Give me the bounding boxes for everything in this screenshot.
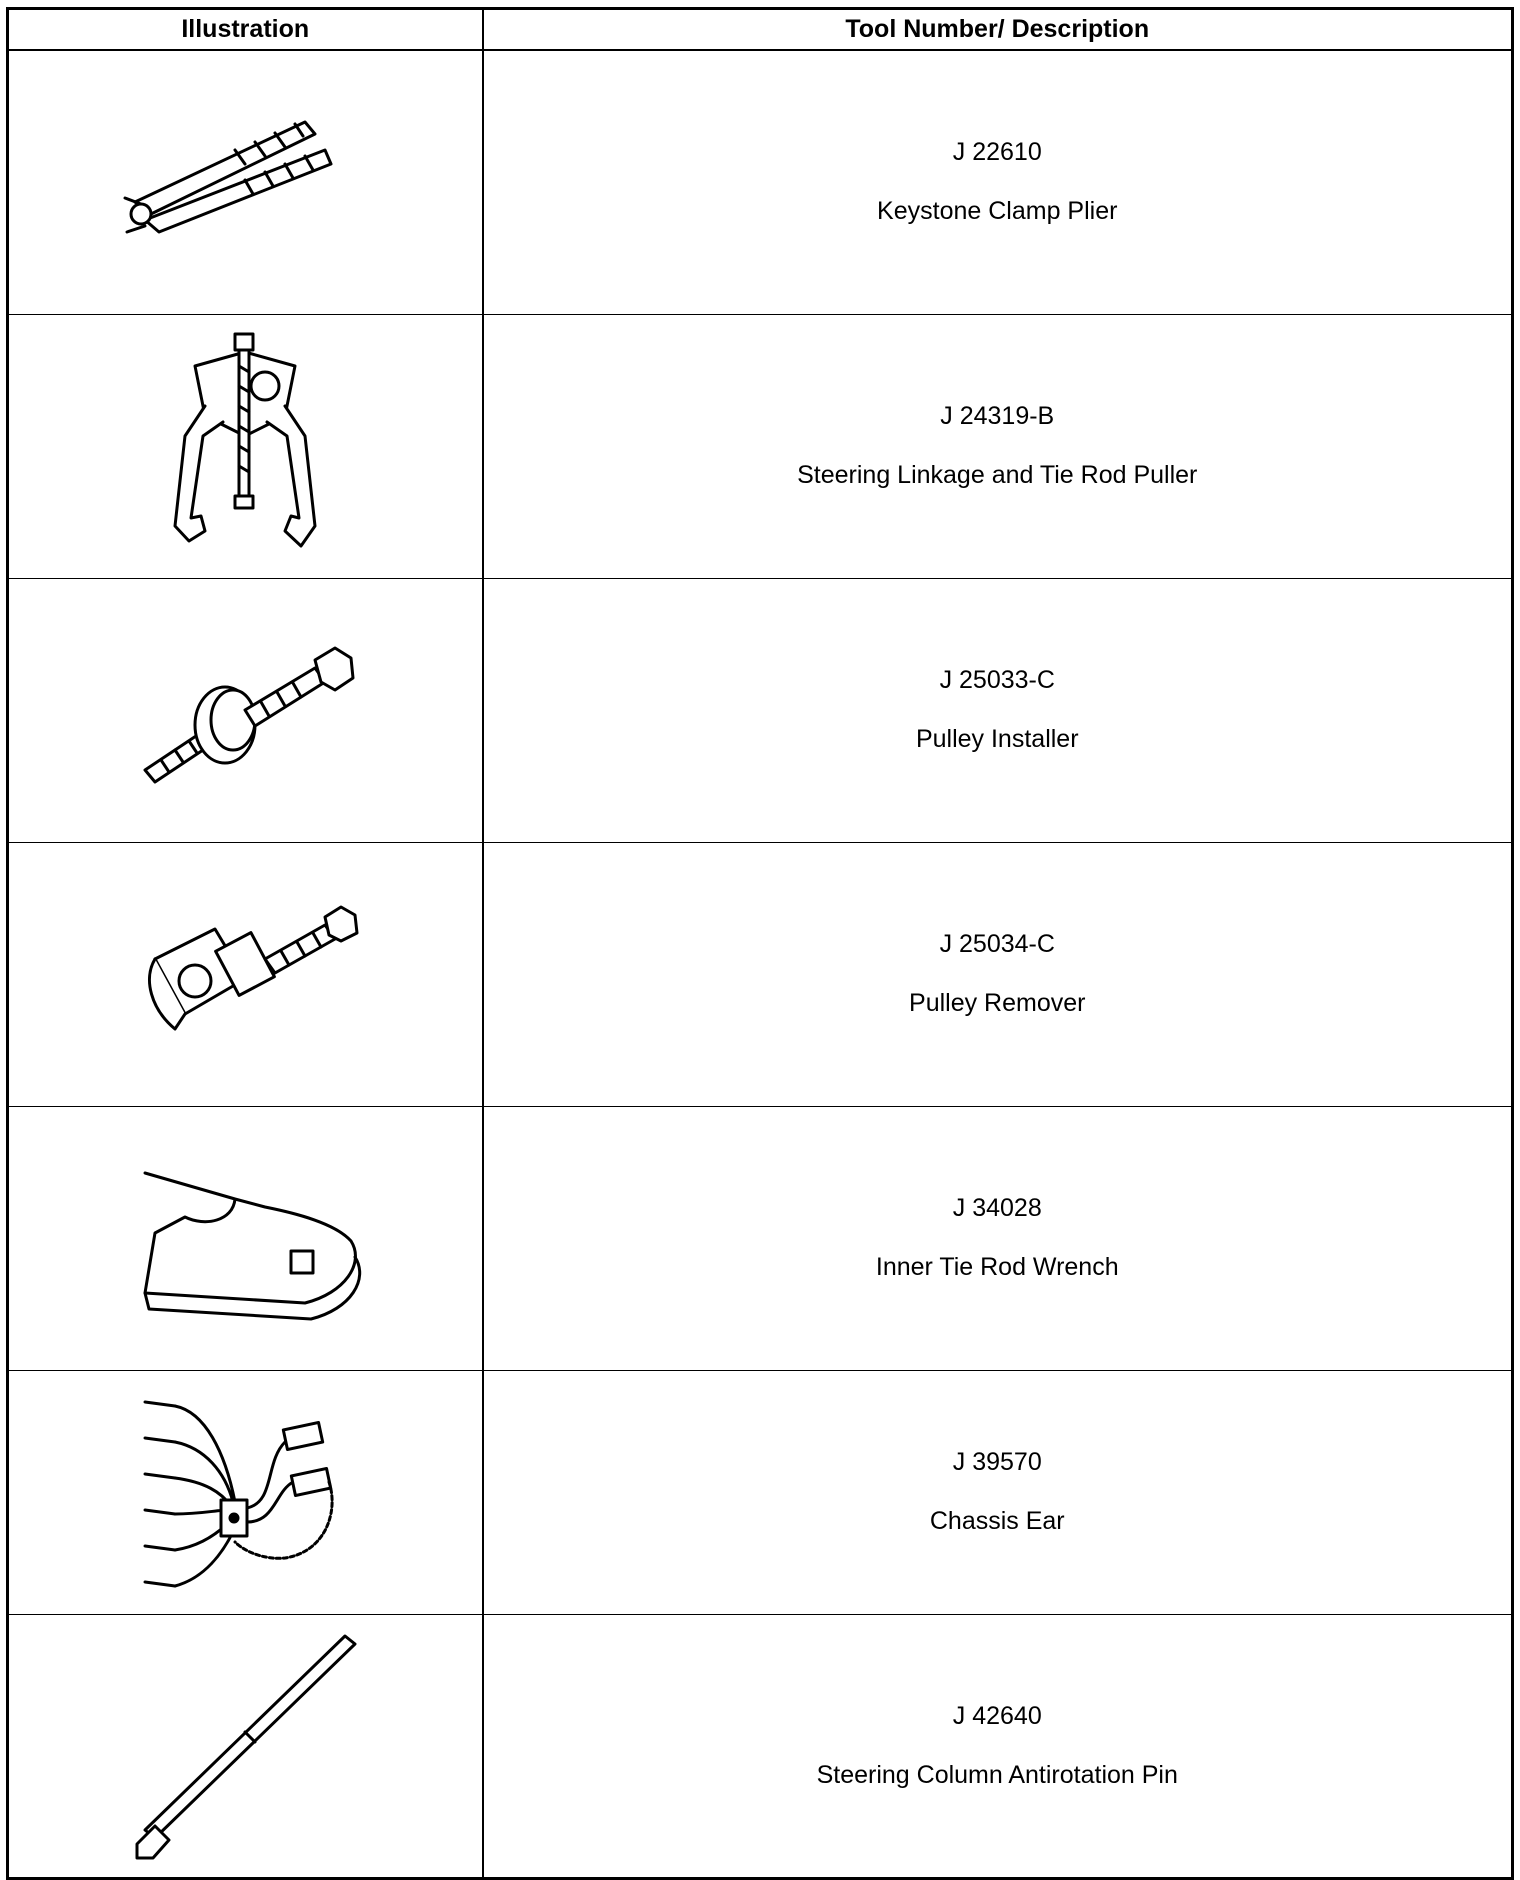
keystone-clamp-plier-icon [115,102,375,262]
tool-number: J 34028 [952,1194,1042,1222]
tool-description-cell [483,50,1513,314]
tool-name: Keystone Clamp Plier [877,197,1118,226]
table-row [8,314,1513,578]
tool-number: J 39570 [952,1448,1042,1476]
tool-number: J 25033-C [939,666,1055,694]
illustration-cell [8,578,483,842]
tool-name: Pulley Remover [909,989,1086,1017]
tie-rod-puller-icon [145,326,345,566]
table-row [8,50,1513,314]
tool-name: Steering Linkage and Tie Rod Puller [797,461,1198,489]
tool-description-cell [483,842,1513,1106]
tool-name: Chassis Ear [929,1507,1065,1535]
tool-name: Steering Column Antirotation Pin [816,1760,1178,1789]
pulley-remover-icon [125,889,365,1059]
tool-number: J 25034-C [939,930,1055,958]
tool-description-cell [483,1614,1513,1878]
illustration-cell [8,314,483,578]
illustration-cell [8,1106,483,1370]
table-row [8,1106,1513,1370]
table-row [8,578,1513,842]
illustration-cell [8,1370,483,1614]
antirotation-pin-icon [115,1626,375,1866]
tool-description-cell [483,578,1513,842]
illustration-cell [8,1614,483,1878]
tool-number: J 22610 [952,138,1042,167]
pulley-installer-icon [125,630,365,790]
header-tool-number-description: Tool Number/ Description [483,9,1513,51]
table-header-row [8,9,1513,51]
tool-number: J 24319-B [940,402,1055,430]
tool-number: J 42640 [952,1701,1042,1730]
tool-name: Pulley Installer [915,725,1079,753]
tool-description-cell [483,314,1513,578]
table-row [8,842,1513,1106]
header-illustration: Illustration [8,9,483,51]
tool-description-cell [483,1106,1513,1370]
tool-name: Inner Tie Rod Wrench [875,1253,1119,1281]
table-row [8,1614,1513,1878]
tool-description-cell [483,1370,1513,1614]
table-row [8,1370,1513,1614]
special-tools-table [6,7,1514,1880]
inner-tie-rod-wrench-icon [115,1153,375,1323]
illustration-cell [8,50,483,314]
illustration-cell [8,842,483,1106]
chassis-ear-icon [125,1382,365,1602]
